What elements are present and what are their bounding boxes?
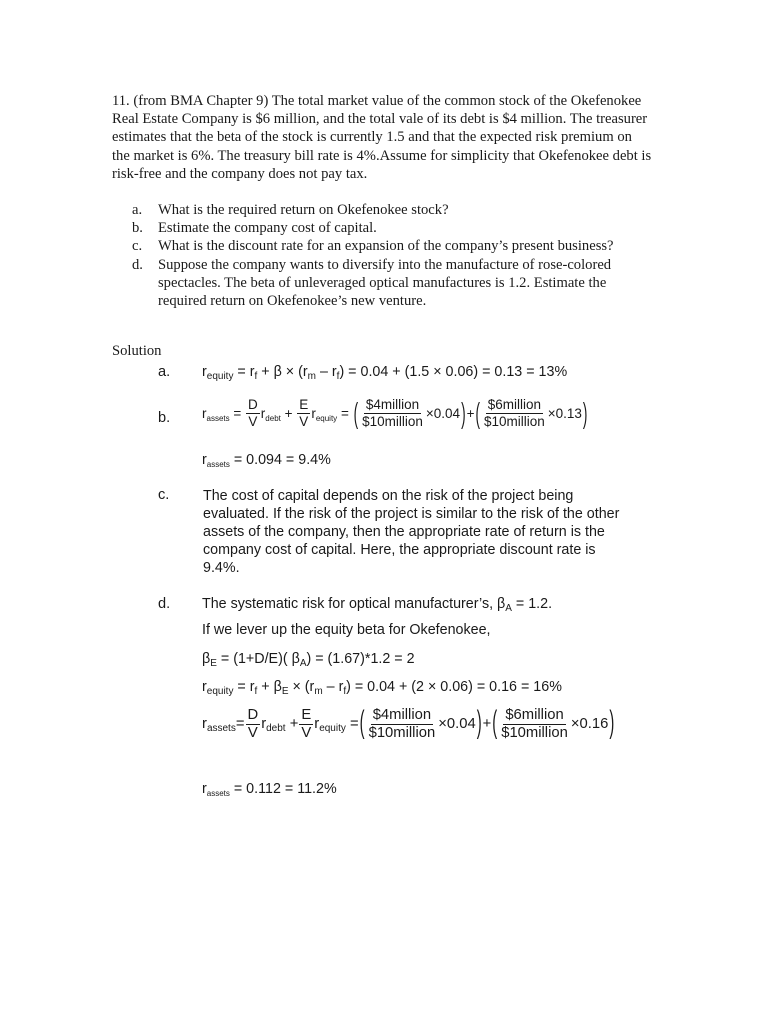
solution-d-line2: If we lever up the equity beta for Okefenokee, [202,622,491,638]
solution-d-equation: $r_{assets}$ = $\frac{D}{V}$ $r_{debt}$ + $\frac{E}{V}$ $r_{equity}$ = ( $\frac{\text{\$4million}}{\text{\$10million}}$ × 0.04 ) + ( $\frac{\text{\$6million}}{\text{\$10million}}$ × 0.16 ) [202,707,615,742]
solution-c-text: The cost of capital depends on the risk of the project being evaluated. If the risk of the project is similar to the risk of the other assets of the company, then the appropriate rate of return is the company cost of capital. Here, the appropriate discount rate is 9.4%. [203,488,620,576]
solution-d-result: $r_{assets} = 0.112 = 11.2\%$ [202,781,337,798]
solution-c-label: c. [158,487,170,503]
solution-d-label: d. [158,596,171,612]
solution-b-label: b. [158,410,171,426]
solution-b-equation: $r_{assets}$ = $\frac{D}{V}$ $r_{debt}$ + $\frac{E}{V}$ $r_{equity}$ = ( $\frac{\text{\$4million}}{\text{\$10million}}$ × 0.04 ) + ( $\frac{\text{\$6million}}{\text{\$10million}}$ × 0.13 ) [202,397,588,429]
question-b: b. Estimate the company cost of capital. [132,220,377,237]
solution-d-line4: $r_{equity} = r_f + \beta_E \times (r_m - r_f) = 0.04 + (2 \times 0.06) = 0.16 = 16\%$ [202,679,562,697]
solution-a-label: a. [158,364,171,380]
solution-d-line1: The systematic risk for optical manufacturer’s, $\beta_A = 1.2$. [202,596,553,614]
problem-statement [112,92,652,310]
solution-a-equation: $r_{equity} = r_f + \beta \times (r_m - r_f) = 0.04 + (1.5 \times 0.06) = 0.13 = 13\%$ [202,364,568,382]
solution-b-result: $r_{assets} = 0.094 = 9.4\%$ [202,452,331,469]
question-c: c. What is the discount rate for an expansion of the company’s present business? [132,238,614,255]
solution-heading: Solution [112,343,162,359]
solution-d-line3: $\beta_E = (1+D/E)$( $\beta_A) = (1.67)*1.2 = 2$ [202,651,415,669]
question-a: a. What is the required return on Okefenokee stock? [132,202,449,219]
question-list [112,201,652,310]
question-d: d. Suppose the company wants to diversify into the manufacture of rose-colored spectacles. The beta of unleveraged optical manufactures is 1.2. Estimate the required return on Okefenokee’s new venture. [132,256,612,310]
problem-intro: 11. (from BMA Chapter 9) The total market value of the common stock of the Okefenokee Real Estate Company is $6 million, and the total vale of its debt is $4 million. The treasurer estimates that the beta of the stock is currently 1.5 and that the expected risk premium on the market is 6%. The treasury bill rate is 4%.Assume for simplicity that Okefenokee debt is risk-free and the company does not pay tax. [112,93,652,182]
